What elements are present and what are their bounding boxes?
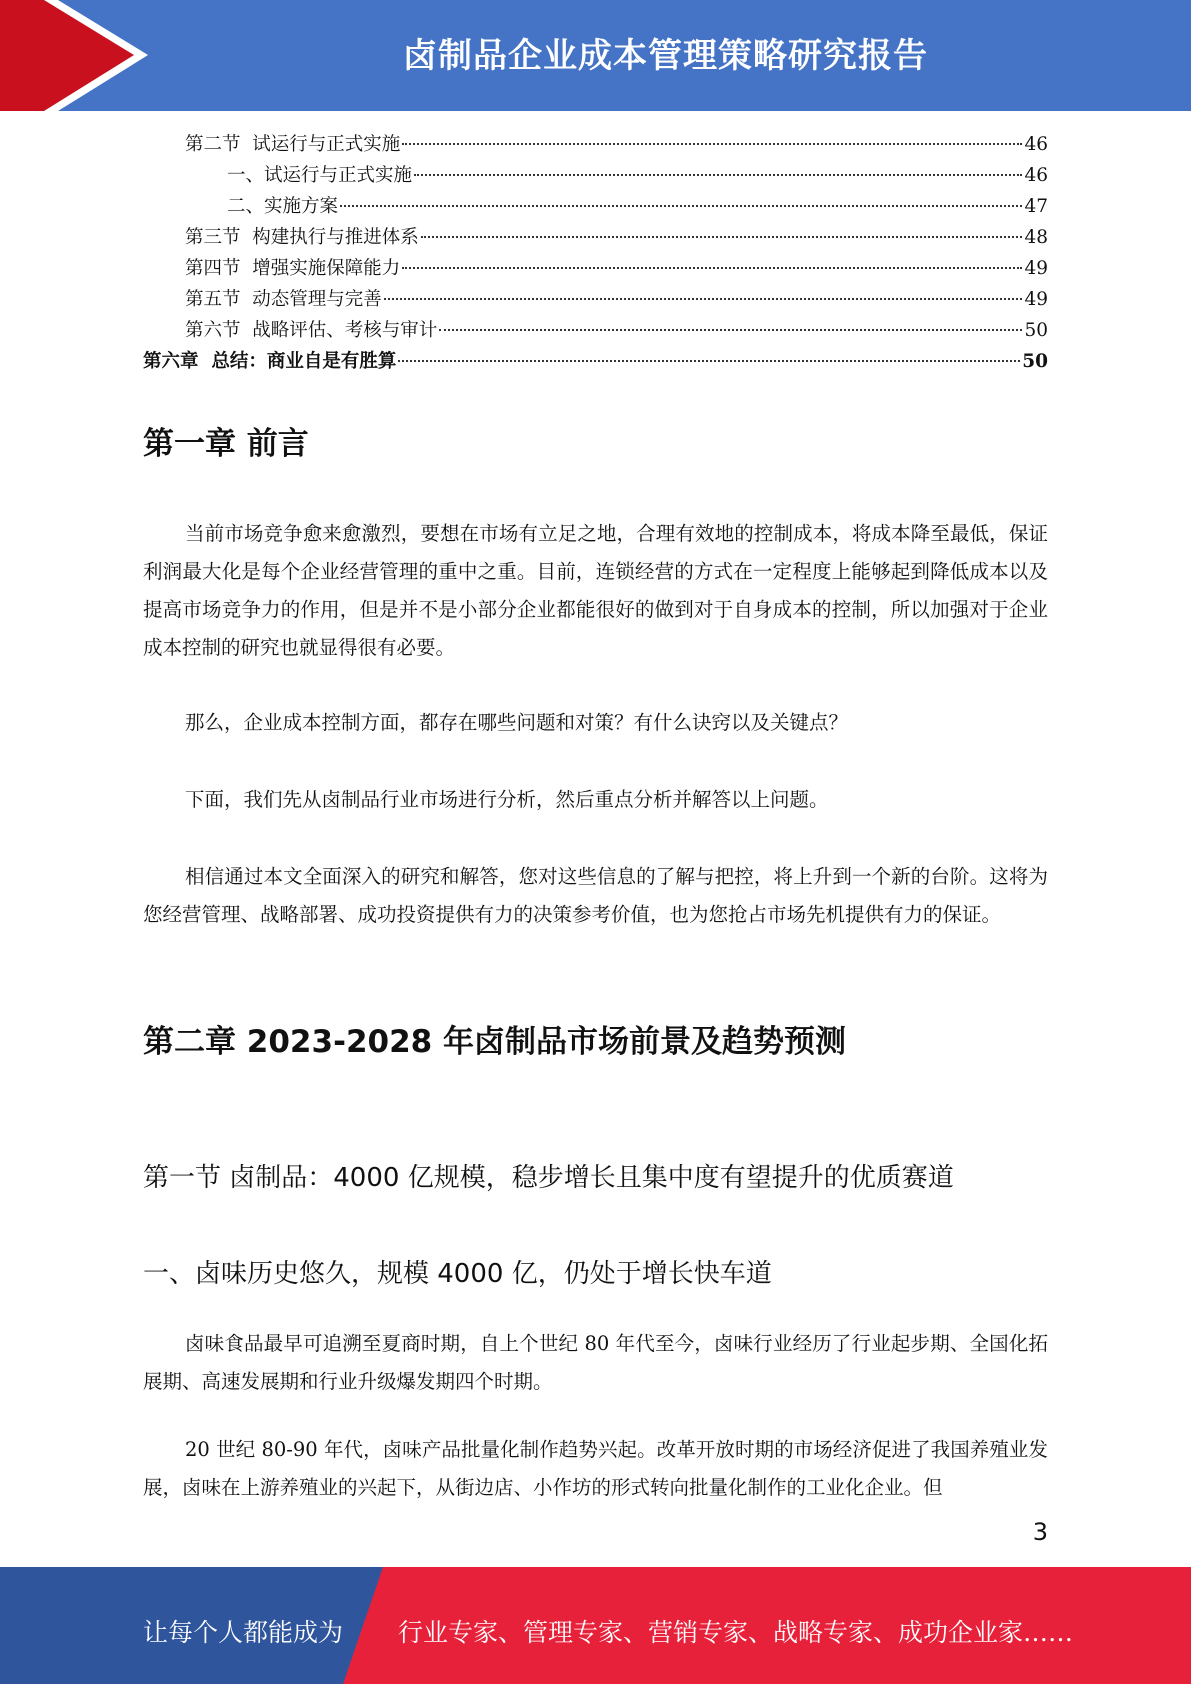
toc-entry-page: 50 [1022, 351, 1048, 372]
chapter-2-paragraph: 卤味食品最早可追溯至夏商时期，自上个世纪 80 年代至今，卤味行业经历了行业起步期、全国化拓展期、高速发展期和行业升级爆发期四个时期。 [143, 1332, 1048, 1393]
toc-entry-page: 49 [1024, 289, 1048, 310]
toc-entry-title: 第六节 战略评估、考核与审计 [185, 320, 438, 341]
report-title: 卤制品企业成本管理策略研究报告 [403, 36, 928, 76]
toc-entry-title: 第六章 总结：商业自是有胜算 [143, 351, 397, 372]
toc-entry[interactable] [143, 130, 1048, 161]
toc-dot-leader [439, 329, 1022, 331]
toc-entry-title: 第五节 动态管理与完善 [185, 289, 382, 310]
toc-entry-page: 46 [1024, 134, 1048, 155]
toc-entry-page: 48 [1024, 227, 1048, 248]
toc-dot-leader [402, 143, 1022, 145]
toc-entry[interactable] [143, 223, 1048, 254]
toc-entry-page: 49 [1024, 258, 1048, 279]
chapter-1-paragraph: 相信通过本文全面深入的研究和解答，您对这些信息的了解与把控，将上升到一个新的台阶。这将为您经营管理、战略部署、成功投资提供有力的决策参考价值，也为您抢占市场先机提供有力的保证。 [143, 865, 1048, 926]
toc-entry[interactable] [143, 285, 1048, 316]
chapter-1-heading: 第一章 前言 [143, 426, 309, 462]
toc-entry-page: 46 [1024, 165, 1048, 186]
toc-dot-leader [402, 267, 1022, 269]
toc-dot-leader [414, 174, 1022, 176]
footer-slogan-left: 让每个人都能成为 [143, 1618, 344, 1647]
page-number: 3 [1032, 1518, 1048, 1546]
toc-entry[interactable] [143, 161, 1048, 192]
page-header [0, 0, 1191, 111]
toc-entry[interactable] [143, 347, 1048, 378]
chapter-1-paragraph: 那么，企业成本控制方面，都存在哪些问题和对策？有什么诀窍以及关键点？ [185, 711, 849, 734]
chapter-2-heading: 第二章 2023-2028 年卤制品市场前景及趋势预测 [143, 1024, 847, 1060]
chapter-2-paragraph: 20 世纪 80-90 年代，卤味产品批量化制作趋势兴起。改革开放时期的市场经济促进了我国养殖业发展，卤味在上游养殖业的兴起下，从街边店、小作坊的形式转向批量化制作的工业化企业。但 [143, 1438, 1048, 1499]
toc-entry[interactable] [143, 254, 1048, 285]
table-of-contents [143, 130, 1048, 378]
toc-entry-title: 第二节 试运行与正式实施 [185, 134, 401, 155]
chapter-1-paragraph: 下面，我们先从卤制品行业市场进行分析，然后重点分析并解答以上问题。 [185, 788, 829, 811]
toc-dot-leader [421, 236, 1023, 238]
toc-dot-leader [384, 298, 1023, 300]
toc-entry-title: 第三节 构建执行与推进体系 [185, 227, 419, 248]
toc-entry-title: 二、实施方案 [227, 196, 339, 217]
toc-entry-page: 47 [1024, 196, 1048, 217]
toc-entry-page: 50 [1024, 320, 1048, 341]
toc-entry[interactable] [143, 316, 1048, 347]
footer-slogan-right: 行业专家、管理专家、营销专家、战略专家、成功企业家…… [398, 1618, 1074, 1647]
page-footer [0, 1567, 1191, 1684]
chapter-1-paragraph: 当前市场竞争愈来愈激烈，要想在市场有立足之地，合理有效地的控制成本，将成本降至最低，保证利润最大化是每个企业经营管理的重中之重。目前，连锁经营的方式在一定程度上能够起到降低成本以及提高市场竞争力的作用，但是并不是小部分企业都能很好的做到对于自身成本的控制，所以加强对于企业成本控制的研究也就显得很有必要。 [143, 522, 1048, 659]
toc-entry[interactable] [143, 192, 1048, 223]
toc-entry-title: 一、试运行与正式实施 [227, 165, 413, 186]
toc-entry-title: 第四节 增强实施保障能力 [185, 258, 401, 279]
section-heading: 第一节 卤制品：4000 亿规模，稳步增长且集中度有望提升的优质赛道 [143, 1163, 954, 1193]
toc-dot-leader [340, 205, 1022, 207]
toc-dot-leader [398, 360, 1020, 362]
subsection-heading: 一、卤味历史悠久，规模 4000 亿，仍处于增长快车道 [143, 1259, 772, 1289]
